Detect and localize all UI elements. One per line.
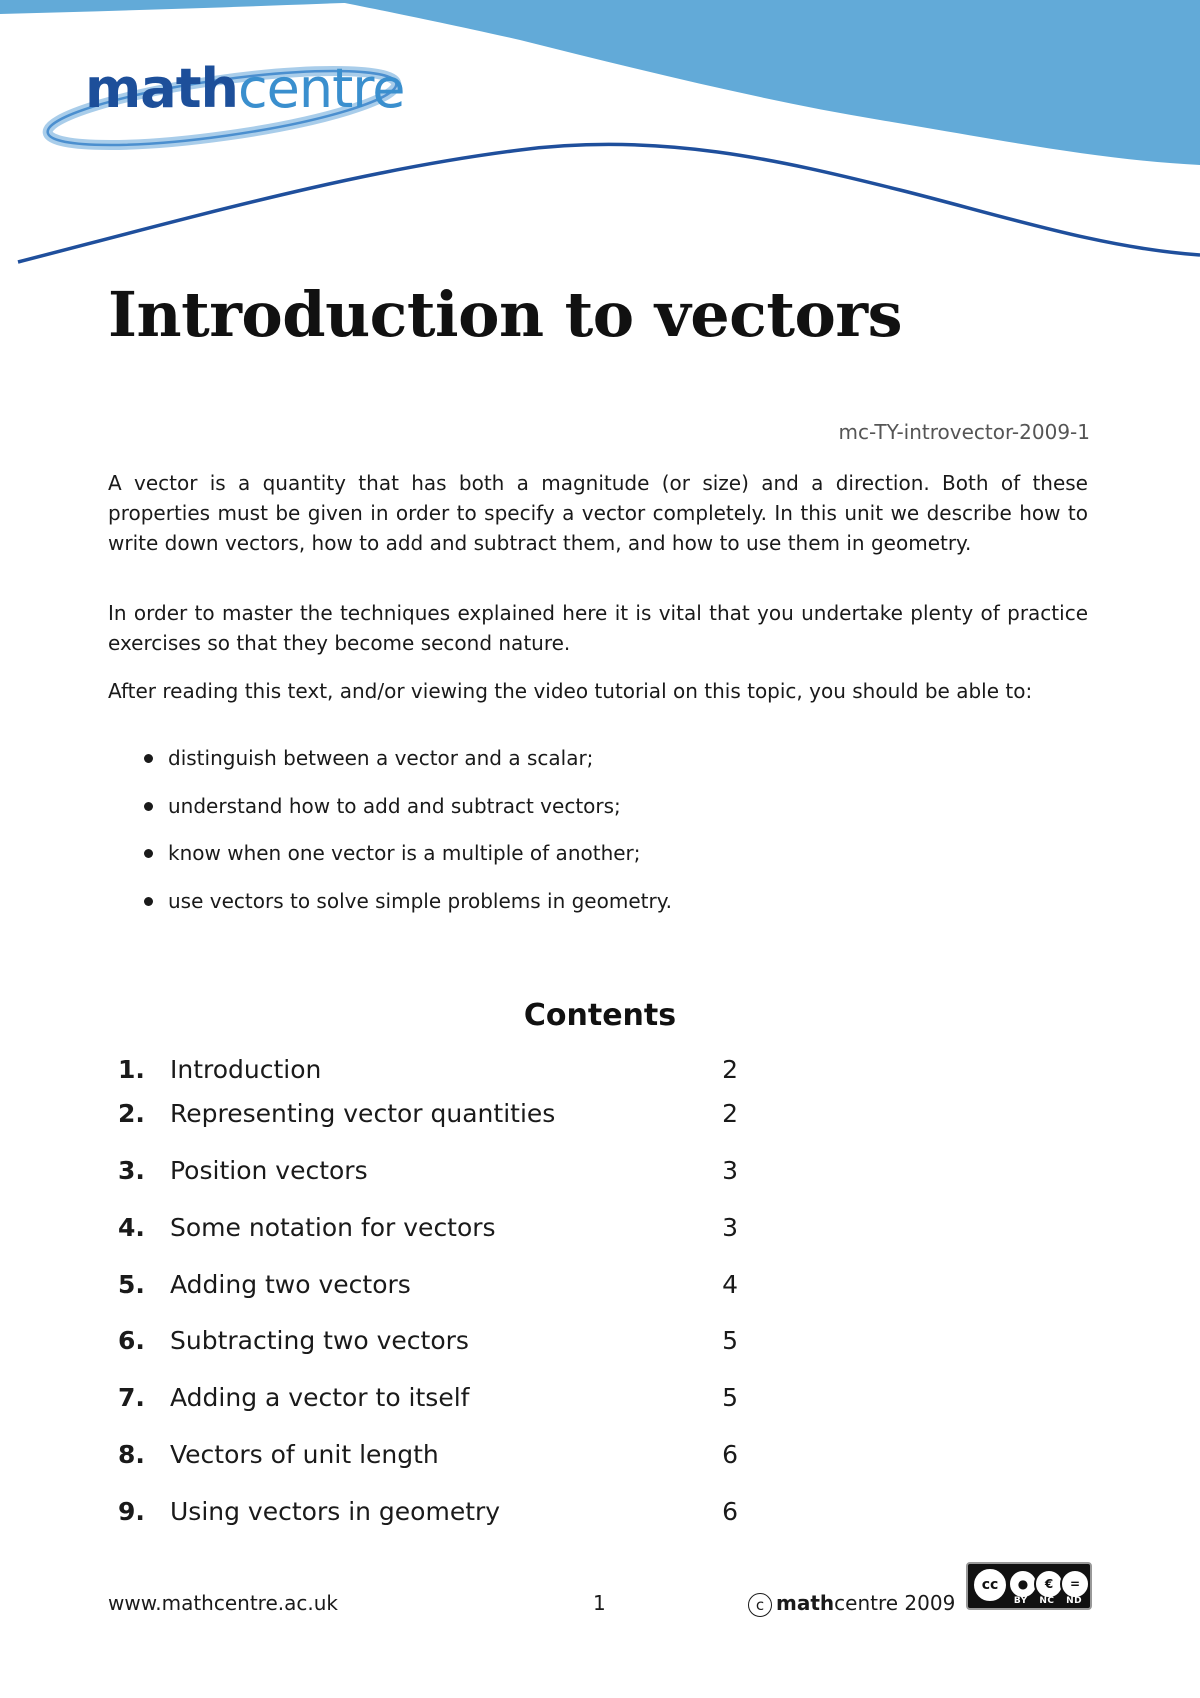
header-wave-line xyxy=(18,144,1200,262)
list-item xyxy=(138,743,672,791)
list-item xyxy=(138,886,672,934)
toc-title: Adding two vectors xyxy=(170,1270,411,1299)
toc-row[interactable] xyxy=(118,1094,738,1134)
footer-copyright xyxy=(748,1588,955,1618)
toc-row[interactable] xyxy=(118,1208,738,1248)
learning-outcomes-list xyxy=(138,743,672,933)
toc-row[interactable] xyxy=(118,1265,738,1305)
toc-page: 4 xyxy=(722,1270,738,1299)
toc-page: 6 xyxy=(722,1497,738,1526)
outcomes-lead-paragraph: After reading this text, and/or viewing the video tutorial on this topic, you should be able to: xyxy=(108,679,1033,703)
footer-brand: math xyxy=(776,1591,835,1615)
bullet-icon xyxy=(144,802,153,811)
toc-row[interactable] xyxy=(118,1378,738,1418)
toc-number: 9. xyxy=(118,1497,145,1526)
intro-paragraph: A vector is a quantity that has both a magnitude (or size) and a direction. Both of these properties must be given in order to specify a vector completely. In this unit we describe how to write down vectors, how to add and subtract them, and how to use them in geometry. xyxy=(108,471,1088,555)
toc-page: 5 xyxy=(722,1326,738,1355)
cc-icon: cc xyxy=(972,1567,1008,1603)
toc-number: 2. xyxy=(118,1099,145,1128)
toc-number: 5. xyxy=(118,1270,145,1299)
toc-row[interactable] xyxy=(118,1050,738,1090)
noncommercial-icon: € xyxy=(1034,1569,1064,1599)
toc-row[interactable] xyxy=(118,1151,738,1191)
toc-number: 6. xyxy=(118,1326,145,1355)
list-item xyxy=(138,838,672,886)
toc-title: Adding a vector to itself xyxy=(170,1383,470,1412)
bullet-icon xyxy=(144,754,153,763)
toc-title: Using vectors in geometry xyxy=(170,1497,501,1526)
document-code: mc-TY-introvector-2009-1 xyxy=(838,420,1090,444)
outcome-text: use vectors to solve simple problems in geometry. xyxy=(168,888,673,913)
logo-math-text: math xyxy=(85,57,238,120)
cc-label-nd: ND xyxy=(1066,1596,1083,1606)
toc-title: Representing vector quantities xyxy=(170,1099,556,1128)
toc-page: 6 xyxy=(722,1440,738,1469)
toc-number: 8. xyxy=(118,1440,145,1469)
toc-page: 3 xyxy=(722,1213,738,1242)
toc-title: Position vectors xyxy=(170,1156,368,1185)
toc-page: 5 xyxy=(722,1383,738,1412)
toc-title: Some notation for vectors xyxy=(170,1213,496,1242)
bullet-icon xyxy=(144,849,153,858)
toc-row[interactable] xyxy=(118,1321,738,1361)
cc-label-by: BY xyxy=(1013,1596,1028,1606)
outcome-text: distinguish between a vector and a scalar; xyxy=(168,746,594,770)
footer-page-number: 1 xyxy=(593,1591,606,1615)
toc-page: 2 xyxy=(722,1099,738,1128)
toc-number: 4. xyxy=(118,1213,145,1242)
toc-title: Introduction xyxy=(170,1055,322,1084)
contents-heading: Contents xyxy=(523,998,677,1033)
practice-paragraph: In order to master the techniques explained here it is vital that you undertake plenty of practice exercises so that they become second nature. xyxy=(108,601,1088,655)
header-wave-fill-left xyxy=(0,0,420,14)
toc-title: Subtracting two vectors xyxy=(170,1326,469,1355)
toc-number: 7. xyxy=(118,1383,145,1412)
toc-page: 2 xyxy=(722,1055,738,1084)
copyright-icon: c xyxy=(748,1593,772,1617)
attribution-icon: ● xyxy=(1008,1569,1038,1599)
list-item xyxy=(138,791,672,839)
toc-row[interactable] xyxy=(118,1435,738,1475)
toc-row[interactable] xyxy=(118,1492,738,1532)
header-wave-graphic xyxy=(0,0,1200,280)
footer-brand-rest: centre 2009 xyxy=(834,1591,956,1615)
mathcentre-logo xyxy=(85,57,405,120)
bullet-icon xyxy=(144,897,153,906)
outcome-text: understand how to add and subtract vectors; xyxy=(168,793,621,818)
outcome-text: know when one vector is a multiple of another; xyxy=(168,841,641,865)
toc-title: Vectors of unit length xyxy=(170,1440,439,1469)
toc-page: 3 xyxy=(722,1156,738,1185)
creative-commons-badge[interactable] xyxy=(966,1562,1092,1610)
toc-number: 3. xyxy=(118,1156,145,1185)
cc-label-nc: NC xyxy=(1039,1596,1055,1606)
logo-centre-text: centre xyxy=(237,57,405,120)
toc-number: 1. xyxy=(118,1055,145,1084)
page-title: Introduction to vectors xyxy=(108,278,902,351)
noderivatives-icon: = xyxy=(1060,1569,1090,1599)
footer-url-link[interactable]: www.mathcentre.ac.uk xyxy=(108,1591,338,1615)
cc-labels xyxy=(1008,1596,1088,1606)
